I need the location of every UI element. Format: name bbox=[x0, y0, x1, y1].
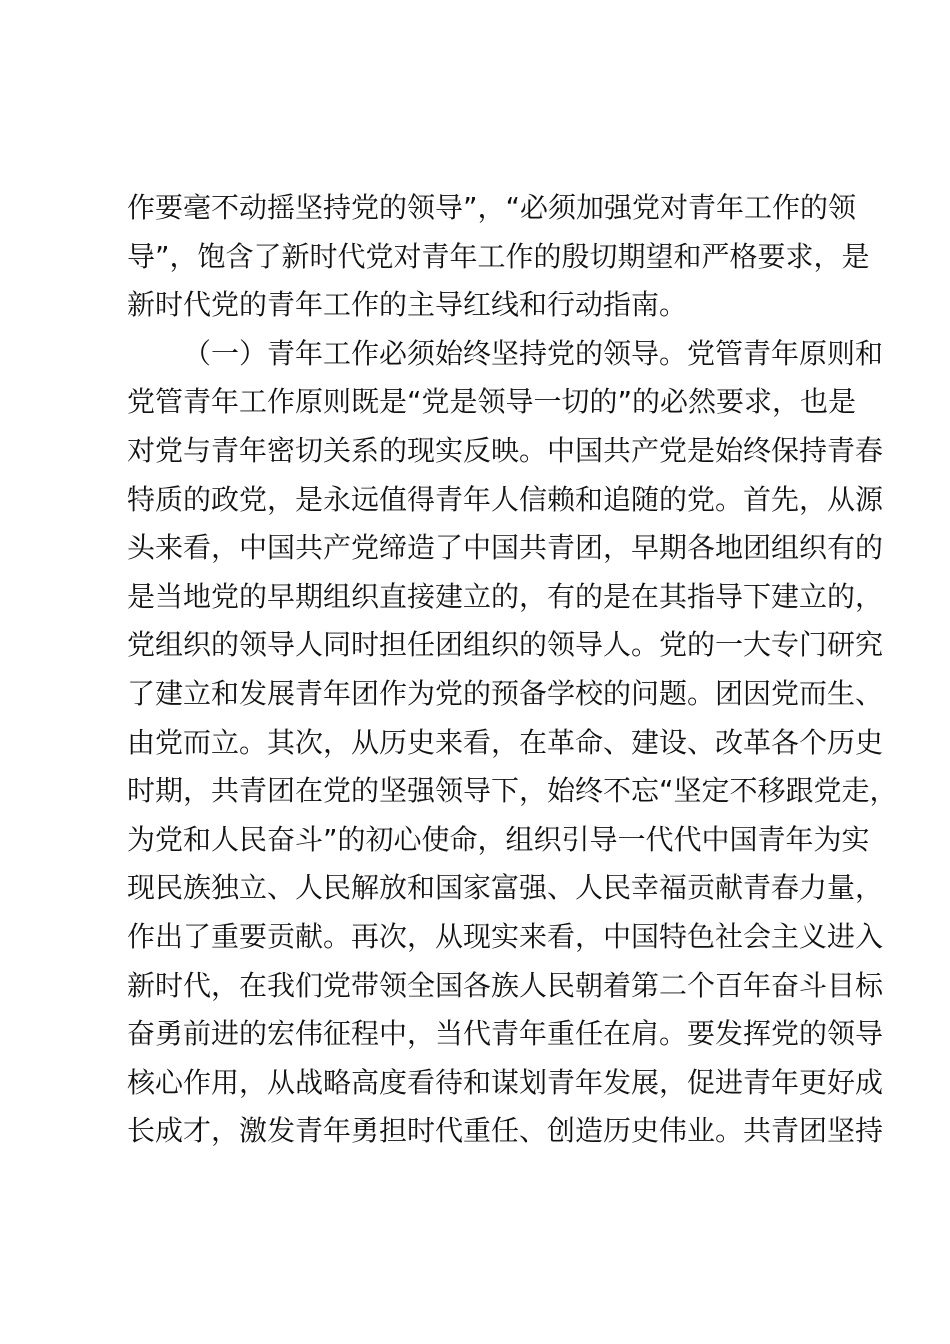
text-line: 新时代，在我们党带领全国各族人民朝着第二个百年奋斗目标 bbox=[127, 968, 884, 1002]
text-line: 导”，饱含了新时代党对青年工作的殷切期望和严格要求，是 bbox=[127, 239, 870, 273]
text-line: （一）青年工作必须始终坚持党的领导。党管青年原则和 bbox=[183, 336, 884, 370]
text-line: 奋勇前进的宏伟征程中，当代青年重任在肩。要发挥党的领导 bbox=[127, 1017, 884, 1051]
text-line: 头来看，中国共产党缔造了中国共青团，早期各地团组织有的 bbox=[127, 531, 884, 565]
text-line: 是当地党的早期组织直接建立的，有的是在其指导下建立的， bbox=[127, 579, 884, 613]
text-line: 党管青年工作原则既是“党是领导一切的”的必然要求，也是 bbox=[127, 385, 857, 419]
text-line: 时期，共青团在党的坚强领导下，始终不忘“坚定不移跟党走， bbox=[127, 774, 898, 808]
text-line: 现民族独立、人民解放和国家富强、人民幸福贡献青春力量， bbox=[127, 871, 884, 905]
text-line: 作要毫不动摇坚持党的领导”，“必须加强党对青年工作的领 bbox=[127, 191, 857, 224]
paragraph bbox=[127, 330, 898, 1205]
paragraph bbox=[127, 184, 870, 330]
text-line: 党组织的领导人同时担任团组织的领导人。党的一大专门研究 bbox=[127, 628, 884, 662]
text-line: 作出了重要贡献。再次，从现实来看，中国特色社会主义进入 bbox=[127, 919, 884, 953]
text-line bbox=[127, 1156, 837, 1205]
text-line: 为党和人民奋斗”的初心使命，组织引导一代代中国青年为实 bbox=[127, 822, 870, 856]
text-line: 新时代党的青年工作的主导红线和行动指南。 bbox=[127, 288, 688, 322]
body-text bbox=[127, 184, 898, 1204]
text-line: 对党与青年密切关系的现实反映。中国共产党是始终保持青春 bbox=[127, 433, 884, 467]
text-line: 了建立和发展青年团作为党的预备学校的问题。团因党而生、 bbox=[127, 676, 884, 710]
text-line: 由党而立。其次，从历史来看，在革命、建设、改革各个历史 bbox=[127, 725, 884, 759]
text-line: 特质的政党，是永远值得青年人信赖和追随的党。首先，从源 bbox=[127, 482, 884, 516]
text-line: 核心作用，从战略高度看待和谋划青年发展，促进青年更好成 bbox=[127, 1065, 884, 1099]
text-line: 长成才，激发青年勇担时代重任、创造历史伟业。共青团坚持 bbox=[127, 1114, 884, 1148]
